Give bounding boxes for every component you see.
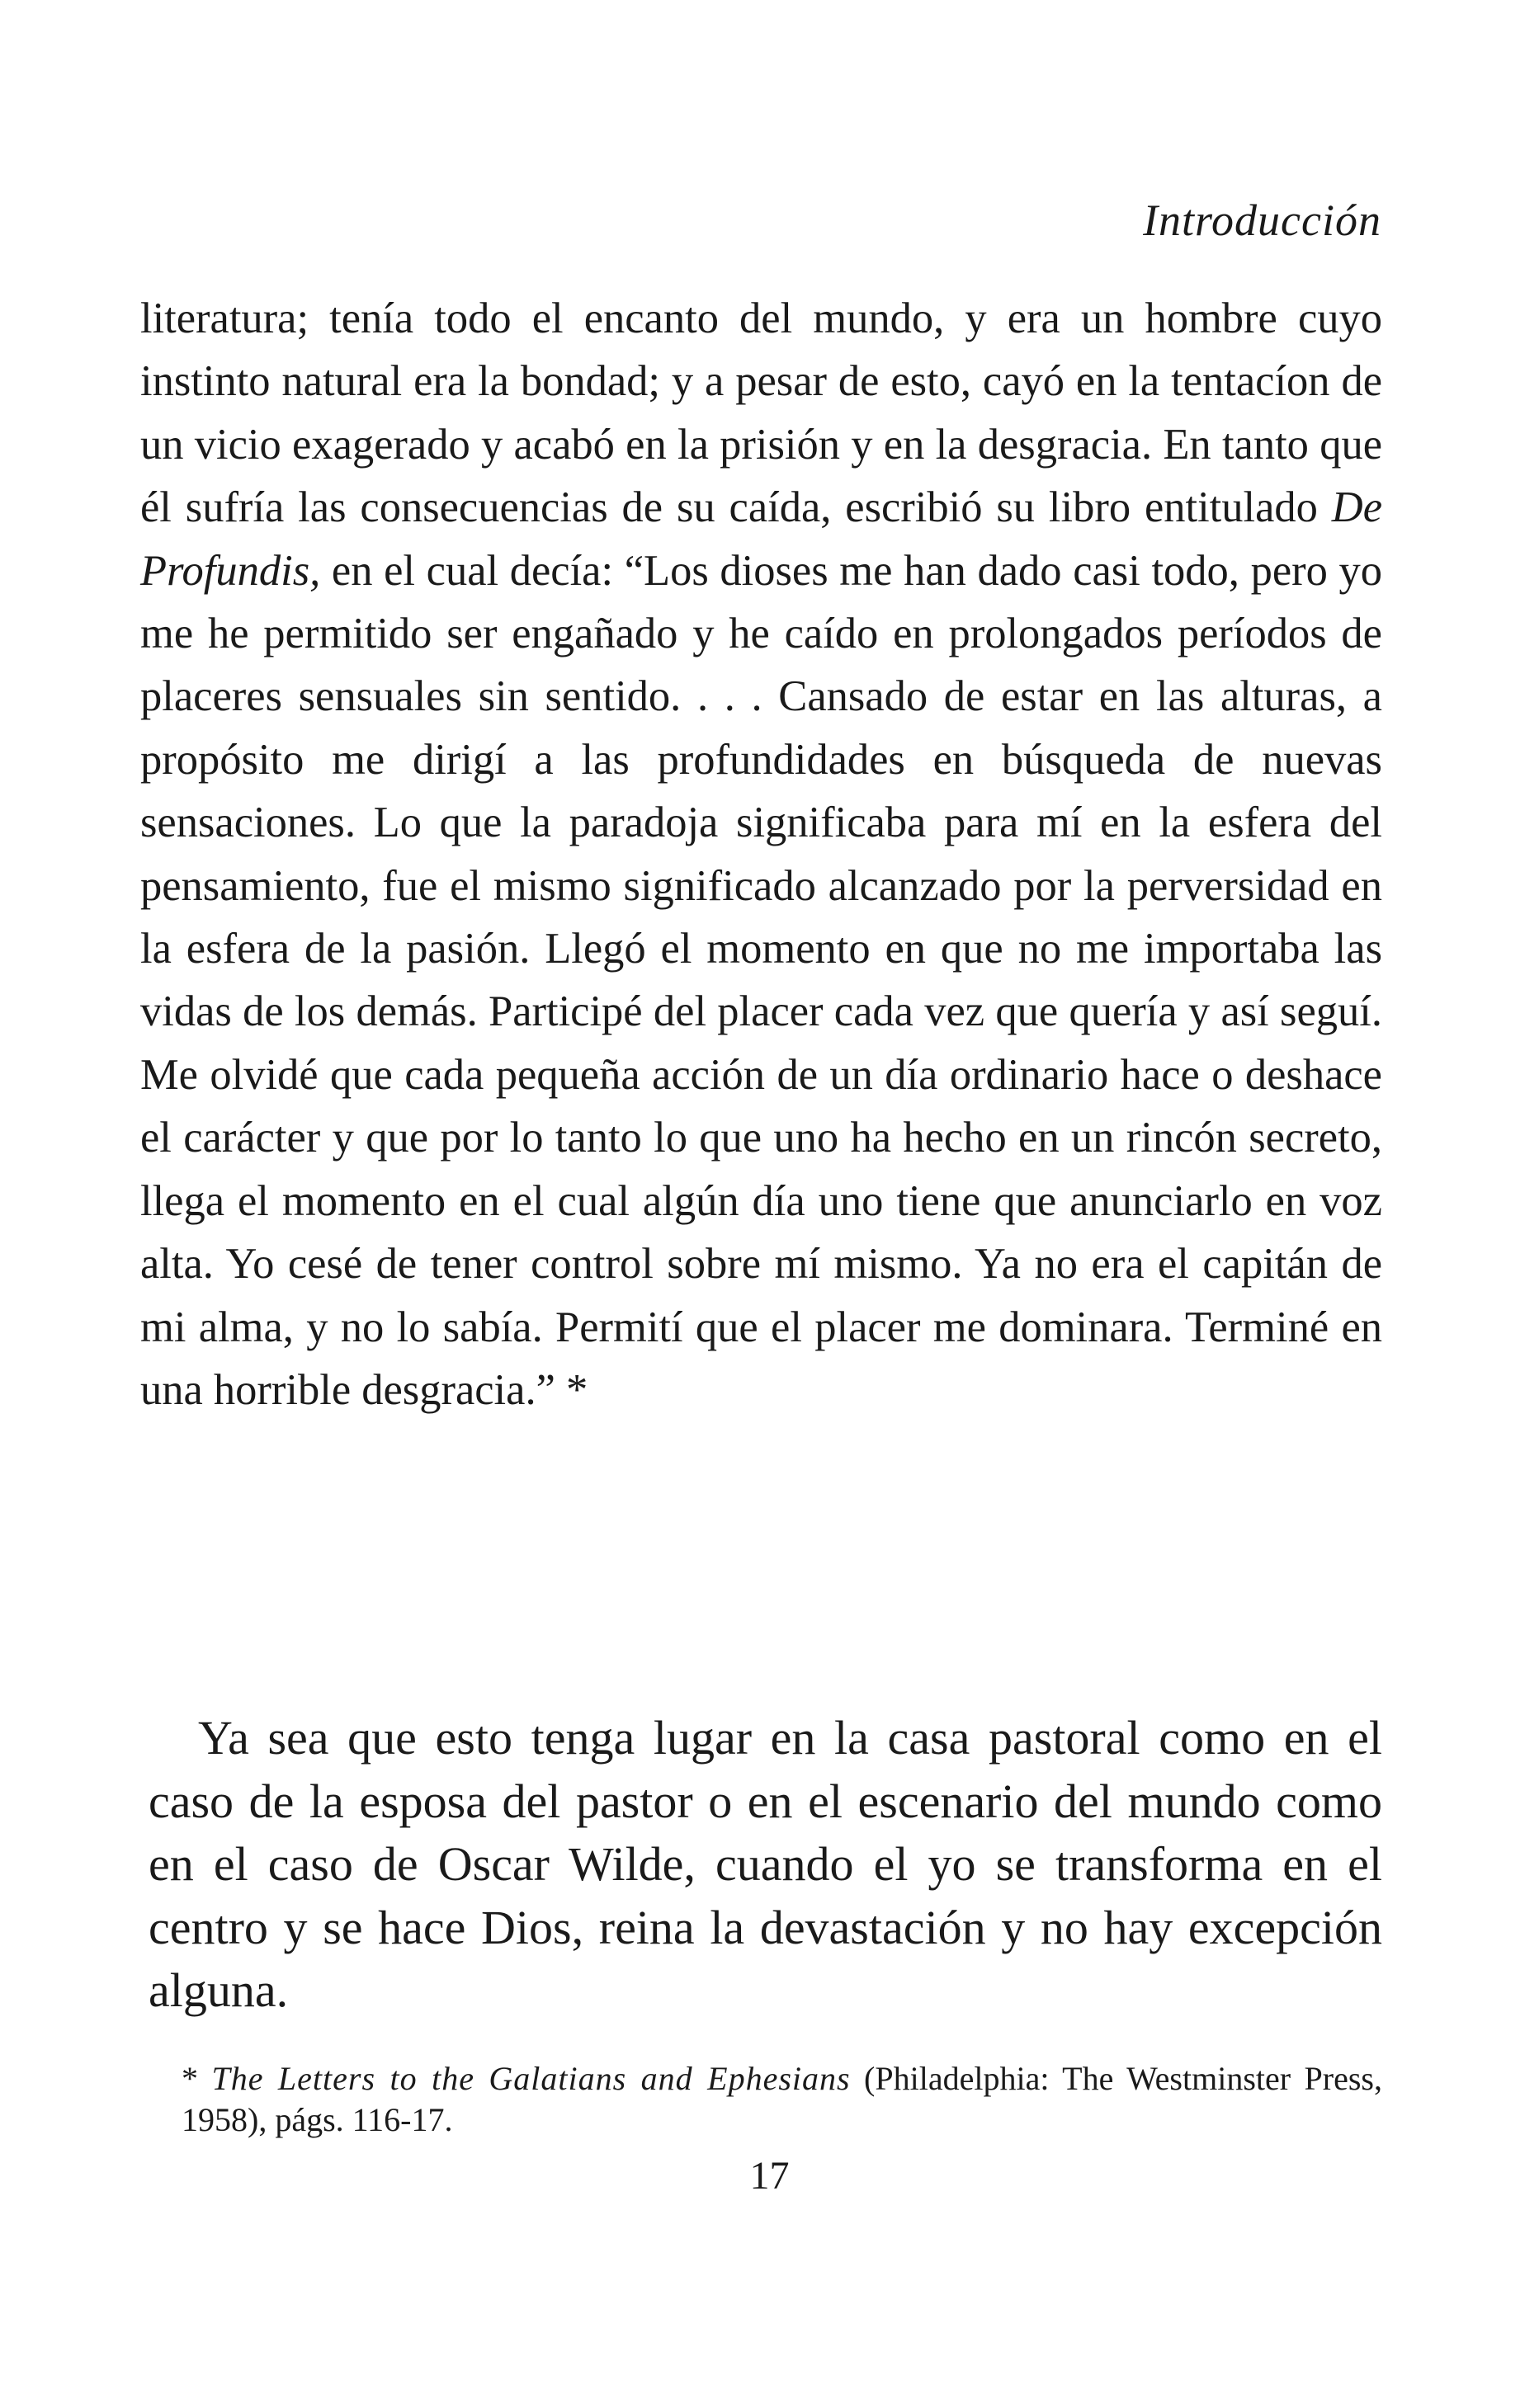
body-paragraph: Ya sea que esto tenga lugar en la casa pastoral como en el caso de la esposa del pastor o en el escenario del mundo como en el caso de Oscar Wilde, cuando el yo se transforma en el centro y se hace Dios, reina la devastación y no hay excepción alguna.	[149, 1711, 1382, 2017]
footnote-reference: (Philadelphia: The Westminster Press, 1958), págs. 116-17.	[182, 2060, 1382, 2138]
running-head: Introducción	[1143, 196, 1381, 245]
quote-block	[140, 287, 1382, 1421]
quote-paragraph	[140, 287, 1382, 1421]
quote-text-part2: en el cual decía: “Los dioses me han dado casi todo, pero yo me he permitido ser engañado y he caído en prolongados períodos de placeres sensuales sin sentido. . . . Cansado de estar en las alturas, a propósito me dirigí a las profundidades en búsqueda de nuevas sensaciones. Lo que la paradoja significaba para mí en la esfera del pensamiento, fue el mismo significado alcanzado por la perversidad en la esfera de la pasión. Llegó el momento en que no me importaba las vidas de los demás. Participé del placer cada vez que quería y así seguí. Me olvidé que cada pequeña acción de un día ordinario hace o deshace el carácter y que por lo tanto lo que uno ha hecho en un rincón secreto, llega el momento en el cual algún día uno tiene que anunciarlo en voz alta. Yo cesé de tener control sobre mí mismo. Ya no era el capitán de mi alma, y no lo sabía. Permití que el placer me dominara. Terminé en una horrible desgracia.” *	[140, 546, 1382, 1414]
footnote	[140, 2058, 1382, 2141]
quote-book-title: De Profundis,	[140, 483, 1382, 595]
quote-text-part1: literatura; tenía todo el encanto del mundo, y era un hombre cuyo instinto natural era la bondad; y a pesar de esto, cayó en la tentacíon de un vicio exagerado y acabó en la prisión y en la desgracia. En tanto que él sufría las consecuencias de su caída, escribió su libro entitulado	[140, 295, 1382, 532]
page-number: 17	[749, 2154, 790, 2198]
footnote-title: The Letters to the Galatians and Ephesians	[211, 2060, 851, 2097]
footnote-marker: *	[182, 2060, 212, 2097]
